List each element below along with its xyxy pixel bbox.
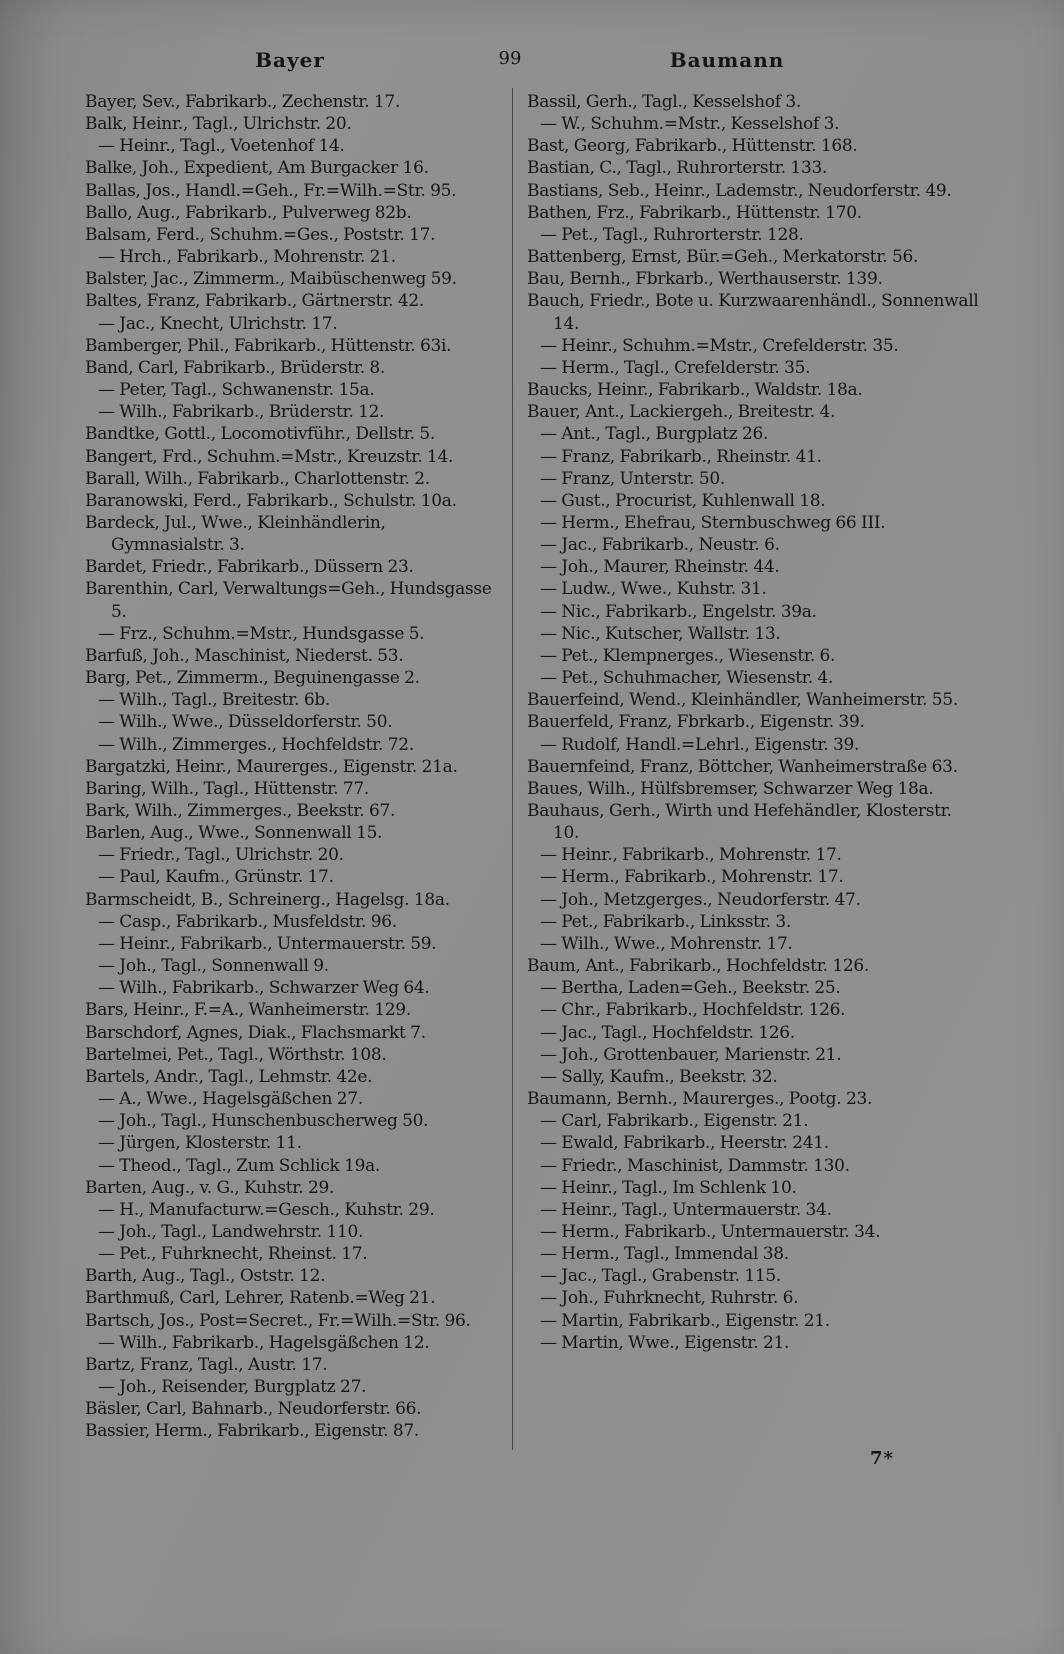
directory-entry: — Ewald, Fabrikarb., Heerstr. 241. xyxy=(540,1133,829,1154)
directory-entry: Barall, Wilh., Fabrikarb., Charlottenstr. 2. xyxy=(85,468,430,489)
directory-entry: Bathen, Frz., Fabrikarb., Hüttenstr. 170. xyxy=(527,202,862,223)
directory-entry: Bau, Bernh., Fbrkarb., Werthauserstr. 139. xyxy=(527,269,883,290)
directory-entry: Bauhaus, Gerh., Wirth und Hefehändler, Klosterstr. 10. xyxy=(527,801,952,844)
directory-entry: Barenthin, Carl, Verwaltungs=Geh., Hundsgasse 5. xyxy=(85,579,492,622)
directory-entry: — Joh., Tagl., Sonnenwall 9. xyxy=(98,956,329,977)
directory-entry: Bark, Wilh., Zimmerges., Beekstr. 67. xyxy=(85,801,396,821)
directory-entry: — Joh., Metzgerges., Neudorferstr. 47. xyxy=(540,889,861,910)
directory-entry: Bauch, Friedr., Bote u. Kurzwaarenhändl., Sonnenwall 14. xyxy=(527,291,979,334)
directory-entry: Barthmuß, Carl, Lehrer, Ratenb.=Weg 21. xyxy=(85,1288,436,1309)
directory-entry: — H., Manufacturw.=Gesch., Kuhstr. 29. xyxy=(98,1199,435,1220)
directory-entry: Bayer, Sev., Fabrikarb., Zechenstr. 17. xyxy=(85,92,401,112)
directory-entry: Bauernfeind, Franz, Böttcher, Wanheimerstraße 63. xyxy=(527,756,958,777)
directory-entry: Balster, Jac., Zimmerm., Maibüschenweg 59. xyxy=(85,269,457,290)
left-column xyxy=(85,91,497,1443)
directory-entry: — Joh., Grottenbauer, Marienstr. 21. xyxy=(540,1044,842,1065)
directory-entry: Bardeck, Jul., Wwe., Kleinhändlerin, Gymnasialstr. 3. xyxy=(85,512,386,556)
directory-entry: — Pet., Tagl., Ruhrorterstr. 128. xyxy=(540,224,804,245)
directory-entry: — W., Schuhm.=Mstr., Kesselshof 3. xyxy=(540,114,840,135)
directory-entry: — Pet., Fabrikarb., Linksstr. 3. xyxy=(540,911,792,932)
directory-entry: — Heinr., Tagl., Untermauerstr. 34. xyxy=(540,1199,832,1220)
directory-entry: — Hrch., Fabrikarb., Mohrenstr. 21. xyxy=(98,247,396,268)
directory-entry: — Chr., Fabrikarb., Hochfeldstr. 126. xyxy=(540,1000,846,1021)
directory-entry: — Wilh., Tagl., Breitestr. 6b. xyxy=(98,690,331,711)
directory-entry: — Pet., Schuhmacher, Wiesenstr. 4. xyxy=(540,668,834,689)
directory-entry: — Franz, Fabrikarb., Rheinstr. 41. xyxy=(540,446,822,467)
directory-entry: Barth, Aug., Tagl., Oststr. 12. xyxy=(85,1266,326,1287)
directory-entry: Baucks, Heinr., Fabrikarb., Waldstr. 18a. xyxy=(527,380,863,401)
directory-entry: Bartz, Franz, Tagl., Austr. 17. xyxy=(85,1354,328,1375)
directory-entry: Bassil, Gerh., Tagl., Kesselshof 3. xyxy=(527,92,801,112)
directory-entry: Barg, Pet., Zimmerm., Beguinengasse 2. xyxy=(85,668,420,689)
directory-entry: Barlen, Aug., Wwe., Sonnenwall 15. xyxy=(85,823,383,844)
directory-entry: — Joh., Maurer, Rheinstr. 44. xyxy=(540,557,780,578)
directory-entry: Bamberger, Phil., Fabrikarb., Hüttenstr. 63i. xyxy=(85,335,452,356)
directory-entry: — Wilh., Fabrikarb., Hagelsgäßchen 12. xyxy=(98,1332,430,1353)
directory-entry: Bardet, Friedr., Fabrikarb., Düssern 23. xyxy=(85,557,414,578)
directory-entry: Band, Carl, Fabrikarb., Brüderstr. 8. xyxy=(85,357,386,378)
directory-entry: Baranowski, Ferd., Fabrikarb., Schulstr. 10a. xyxy=(85,490,457,511)
directory-entry: Balsam, Ferd., Schuhm.=Ges., Poststr. 17. xyxy=(85,224,436,245)
directory-entry: Baring, Wilh., Tagl., Hüttenstr. 77. xyxy=(85,778,370,799)
directory-entry: Bast, Georg, Fabrikarb., Hüttenstr. 168. xyxy=(527,136,858,157)
directory-entry: — Gust., Procurist, Kuhlenwall 18. xyxy=(540,490,826,511)
directory-entry: — Heinr., Fabrikarb., Untermauerstr. 59. xyxy=(98,933,437,954)
directory-entry: Baues, Wilh., Hülfsbremser, Schwarzer Weg 18a. xyxy=(527,778,934,799)
directory-entry: Battenberg, Ernst, Bür.=Geh., Merkatorstr. 56. xyxy=(527,247,919,268)
directory-entry: — Franz, Unterstr. 50. xyxy=(540,468,726,489)
directory-entry: — Wilh., Wwe., Düsseldorferstr. 50. xyxy=(98,712,393,733)
directory-entry: — Wilh., Wwe., Mohrenstr. 17. xyxy=(540,933,793,954)
directory-entry: — Herm., Tagl., Crefelderstr. 35. xyxy=(540,357,811,378)
directory-entry: — Herm., Fabrikarb., Untermauerstr. 34. xyxy=(540,1221,881,1242)
directory-entry: — Casp., Fabrikarb., Musfeldstr. 96. xyxy=(98,911,397,932)
directory-entry: Bartels, Andr., Tagl., Lehmstr. 42e. xyxy=(85,1066,373,1087)
directory-entry: — Martin, Fabrikarb., Eigenstr. 21. xyxy=(540,1310,830,1331)
directory-entry: — Ludw., Wwe., Kuhstr. 31. xyxy=(540,579,767,600)
column-divider xyxy=(512,88,513,1450)
directory-entry: — Jac., Tagl., Hochfeldstr. 126. xyxy=(540,1022,795,1043)
directory-entry: — Peter, Tagl., Schwanenstr. 15a. xyxy=(98,380,375,401)
signature-mark: 7* xyxy=(870,1448,894,1469)
directory-entry: — Joh., Tagl., Hunschenbuscherweg 50. xyxy=(98,1111,429,1132)
directory-entry: Barfuß, Joh., Maschinist, Niederst. 53. xyxy=(85,645,404,666)
right-column xyxy=(527,91,982,1354)
directory-entry: — Frz., Schuhm.=Mstr., Hundsgasse 5. xyxy=(98,623,425,644)
directory-entry: Bauer, Ant., Lackiergeh., Breitestr. 4. xyxy=(527,402,836,423)
directory-entry: — Rudolf, Handl.=Lehrl., Eigenstr. 39. xyxy=(540,734,860,755)
directory-entry: Bauerfeld, Franz, Fbrkarb., Eigenstr. 39. xyxy=(527,712,865,733)
directory-entry: — Pet., Fuhrknecht, Rheinst. 17. xyxy=(98,1244,368,1265)
directory-entry: — Paul, Kaufm., Grünstr. 17. xyxy=(98,867,334,888)
directory-entry: Bargatzki, Heinr., Maurerges., Eigenstr. 21a. xyxy=(85,756,458,777)
directory-entry: — Nic., Kutscher, Wallstr. 13. xyxy=(540,623,781,644)
directory-entry: Baum, Ant., Fabrikarb., Hochfeldstr. 126. xyxy=(527,956,870,977)
directory-entry: — Joh., Reisender, Burgplatz 27. xyxy=(98,1377,367,1398)
header-right-title: Baumann xyxy=(669,48,785,72)
directory-entry: Bassier, Herm., Fabrikarb., Eigenstr. 87. xyxy=(85,1421,419,1442)
directory-entry: Ballas, Jos., Handl.=Geh., Fr.=Wilh.=Str. 95. xyxy=(85,180,457,201)
directory-entry: — Joh., Fuhrknecht, Ruhrstr. 6. xyxy=(540,1288,799,1309)
page-number: 99 xyxy=(498,48,522,69)
directory-entry: — Jac., Fabrikarb., Neustr. 6. xyxy=(540,535,780,556)
directory-entry: Bartsch, Jos., Post=Secret., Fr.=Wilh.=Str. 96. xyxy=(85,1310,471,1331)
directory-entry: Bastian, C., Tagl., Ruhrorterstr. 133. xyxy=(527,158,828,179)
directory-entry: Barten, Aug., v. G., Kuhstr. 29. xyxy=(85,1177,335,1198)
directory-entry: — Jac., Tagl., Grabenstr. 115. xyxy=(540,1266,781,1287)
header-left-title: Bayer xyxy=(255,48,325,72)
directory-entry: Bastians, Seb., Heinr., Lademstr., Neudorferstr. 49. xyxy=(527,180,952,201)
directory-entry: Baltes, Franz, Fabrikarb., Gärtnerstr. 42. xyxy=(85,291,425,312)
directory-entry: — Heinr., Tagl., Im Schlenk 10. xyxy=(540,1177,797,1198)
directory-entry: Bangert, Frd., Schuhm.=Mstr., Kreuzstr. 14. xyxy=(85,446,454,467)
directory-entry: Bars, Heinr., F.=A., Wanheimerstr. 129. xyxy=(85,1000,411,1021)
directory-entry: Bauerfeind, Wend., Kleinhändler, Wanheimerstr. 55. xyxy=(527,690,958,711)
directory-entry: — Friedr., Tagl., Ulrichstr. 20. xyxy=(98,845,344,866)
directory-entry: — Pet., Klempnerges., Wiesenstr. 6. xyxy=(540,645,836,666)
directory-entry: — Herm., Fabrikarb., Mohrenstr. 17. xyxy=(540,867,844,888)
directory-entry: Balk, Heinr., Tagl., Ulrichstr. 20. xyxy=(85,114,352,135)
directory-entry: Balke, Joh., Expedient, Am Burgacker 16. xyxy=(85,158,429,179)
directory-entry: — Heinr., Schuhm.=Mstr., Crefelderstr. 35. xyxy=(540,335,899,356)
directory-entry: Barschdorf, Agnes, Diak., Flachsmarkt 7. xyxy=(85,1022,426,1043)
directory-entry: Bäsler, Carl, Bahnarb., Neudorferstr. 66. xyxy=(85,1399,422,1420)
directory-entry: — Wilh., Fabrikarb., Schwarzer Weg 64. xyxy=(98,978,430,999)
directory-entry: — Herm., Tagl., Immendal 38. xyxy=(540,1244,789,1265)
directory-entry: Barmscheidt, B., Schreinerg., Hagelsg. 18a. xyxy=(85,889,450,910)
directory-entry: — Nic., Fabrikarb., Engelstr. 39a. xyxy=(540,601,817,622)
directory-entry: — Friedr., Maschinist, Dammstr. 130. xyxy=(540,1155,850,1176)
directory-entry: — Wilh., Zimmerges., Hochfeldstr. 72. xyxy=(98,734,414,755)
directory-entry: — Wilh., Fabrikarb., Brüderstr. 12. xyxy=(98,402,385,423)
directory-entry: Baumann, Bernh., Maurerges., Pootg. 23. xyxy=(527,1089,873,1110)
directory-entry: — Jac., Knecht, Ulrichstr. 17. xyxy=(98,313,338,334)
directory-entry: — Bertha, Laden=Geh., Beekstr. 25. xyxy=(540,978,841,999)
directory-entry: — Jürgen, Klosterstr. 11. xyxy=(98,1133,302,1154)
directory-entry: — Theod., Tagl., Zum Schlick 19a. xyxy=(98,1155,381,1176)
directory-entry: — Ant., Tagl., Burgplatz 26. xyxy=(540,424,769,445)
directory-entry: — Herm., Ehefrau, Sternbuschweg 66 III. xyxy=(540,512,886,533)
directory-entry: — Joh., Tagl., Landwehrstr. 110. xyxy=(98,1221,364,1242)
directory-entry: Bandtke, Gottl., Locomotivführ., Dellstr. 5. xyxy=(85,424,435,445)
directory-entry: Bartelmei, Pet., Tagl., Wörthstr. 108. xyxy=(85,1044,387,1065)
directory-entry: — Sally, Kaufm., Beekstr. 32. xyxy=(540,1066,778,1087)
directory-entry: — Heinr., Fabrikarb., Mohrenstr. 17. xyxy=(540,845,842,866)
directory-entry: — Heinr., Tagl., Voetenhof 14. xyxy=(98,136,345,157)
page-header xyxy=(0,48,1064,76)
directory-entry: — A., Wwe., Hagelsgäßchen 27. xyxy=(98,1089,363,1110)
directory-entry: Ballo, Aug., Fabrikarb., Pulverweg 82b. xyxy=(85,202,412,223)
directory-entry: — Carl, Fabrikarb., Eigenstr. 21. xyxy=(540,1111,809,1132)
directory-entry: — Martin, Wwe., Eigenstr. 21. xyxy=(540,1332,790,1353)
